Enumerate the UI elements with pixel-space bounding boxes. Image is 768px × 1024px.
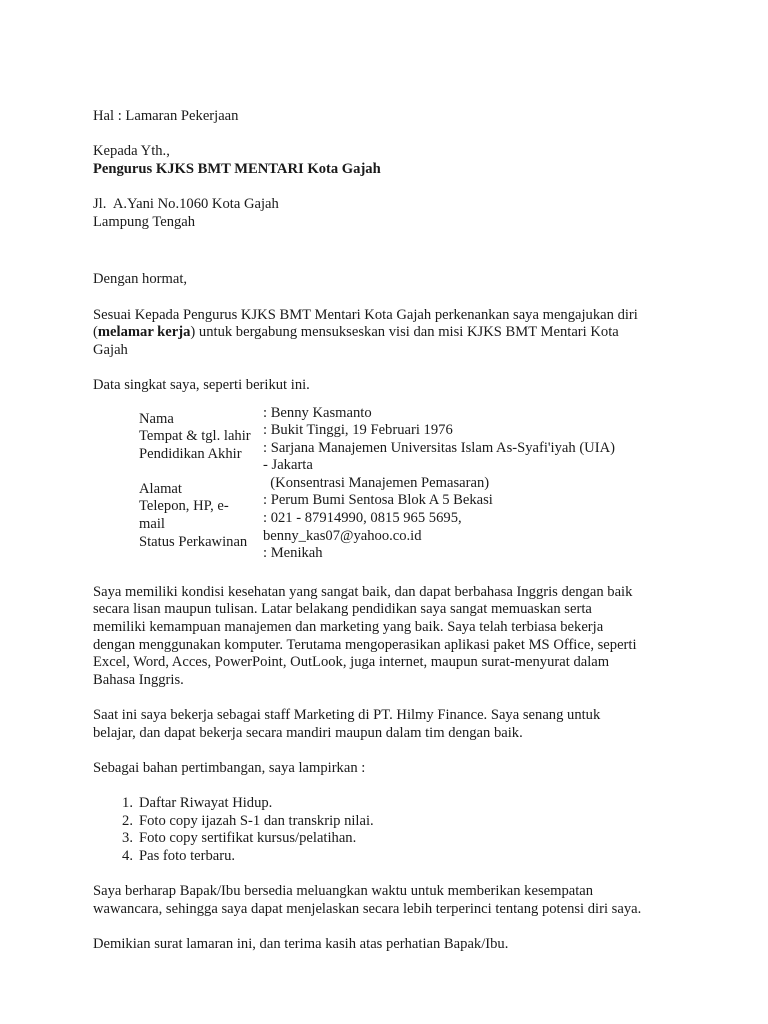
list-item bbox=[93, 830, 693, 848]
list-item-number: 1. bbox=[122, 794, 133, 811]
intro-line-2-rest: ) untuk bergabung mensukseskan visi dan misi KJKS BMT Mentari Kota bbox=[190, 324, 619, 341]
label-alamat: Alamat bbox=[139, 480, 182, 497]
attachments-intro: Sebagai bahan pertimbangan, saya lampirkan : bbox=[93, 759, 366, 776]
list-item-text: Foto copy ijazah S-1 dan transkrip nilai. bbox=[139, 812, 374, 829]
value-konsentrasi: (Konsentrasi Manajemen Pemasaran) bbox=[263, 474, 490, 491]
label-spacer bbox=[139, 463, 263, 481]
skills-line: Saya memiliki kondisi kesehatan yang sangat baik, dan dapat berbahasa Inggris dengan baik bbox=[93, 583, 633, 600]
skills-paragraph bbox=[93, 584, 693, 690]
skills-line: dengan menggunakan komputer. Terutama mengoperasikan aplikasi paket MS Office, seperti bbox=[93, 636, 637, 653]
skills-line: memiliki kemampuan manajemen dan marketing yang baik. Saya telah terbiasa bekerja bbox=[93, 619, 604, 636]
label-nama: Nama bbox=[139, 410, 174, 427]
attachments-list bbox=[93, 795, 693, 865]
label-telepon: Telepon, HP, e- bbox=[139, 498, 229, 515]
list-item-text: Daftar Riwayat Hidup. bbox=[139, 794, 273, 811]
value-alamat: : Perum Bumi Sentosa Blok A 5 Bekasi bbox=[263, 492, 493, 509]
intro-open-paren: ( bbox=[93, 324, 98, 341]
intro-line-3: Gajah bbox=[93, 341, 128, 358]
value-nama: : Benny Kasmanto bbox=[263, 404, 372, 421]
address-line-2: Lampung Tengah bbox=[93, 213, 196, 230]
value-email: benny_kas07@yahoo.co.id bbox=[263, 527, 422, 544]
work-line: belajar, dan dapat bekerja secara mandiri maupun dalam tim dengan baik. bbox=[93, 724, 523, 741]
hope-paragraph bbox=[93, 883, 693, 918]
address-line-1: Jl. A.Yani No.1060 Kota Gajah bbox=[93, 195, 279, 212]
list-item-number: 3. bbox=[122, 830, 133, 847]
personal-data-table bbox=[139, 405, 693, 563]
skills-line: Excel, Word, Acces, PowerPoint, OutLook, juga internet, maupun surat-menyurat dalam bbox=[93, 654, 610, 671]
list-item bbox=[93, 813, 693, 831]
to-line: Kepada Yth., bbox=[93, 143, 170, 160]
closing-line: Demikian surat lamaran ini, dan terima kasih atas perhatian Bapak/Ibu. bbox=[93, 935, 509, 952]
greeting: Dengan hormat, bbox=[93, 271, 188, 288]
label-email: mail bbox=[139, 516, 165, 533]
list-item-text: Pas foto terbaru. bbox=[139, 847, 236, 864]
letter-page bbox=[93, 108, 693, 953]
subject-line: Hal : Lamaran Pekerjaan bbox=[93, 108, 239, 124]
intro-paragraph bbox=[93, 307, 693, 360]
intro-line-2 bbox=[93, 324, 693, 342]
list-item-number: 2. bbox=[122, 812, 133, 829]
data-intro: Data singkat saya, seperti berikut ini. bbox=[93, 376, 310, 393]
personal-data-labels bbox=[139, 405, 263, 563]
intro-bold-phrase: melamar kerja bbox=[97, 324, 191, 341]
list-item-text: Foto copy sertifikat kursus/pelatihan. bbox=[139, 830, 357, 847]
list-item bbox=[93, 848, 693, 866]
work-paragraph bbox=[93, 707, 693, 742]
list-item bbox=[93, 795, 693, 813]
skills-line: Bahasa Inggris. bbox=[93, 671, 184, 688]
list-item-number: 4. bbox=[122, 847, 133, 864]
hope-line: Saya berharap Bapak/Ibu bersedia meluangkan waktu untuk memberikan kesempatan bbox=[93, 882, 594, 899]
value-telepon: : 021 - 87914990, 0815 965 5695, bbox=[263, 510, 462, 527]
intro-line-1: Sesuai Kepada Pengurus KJKS BMT Mentari Kota Gajah perkenankan saya mengajukan diri bbox=[93, 306, 638, 323]
personal-data-values bbox=[263, 405, 683, 563]
value-pendidikan-city: - Jakarta bbox=[263, 457, 313, 474]
recipient-name: Pengurus KJKS BMT MENTARI Kota Gajah bbox=[93, 160, 381, 177]
hope-line: wawancara, sehingga saya dapat menjelaskan secara lebih terperinci tentang potensi diri saya. bbox=[93, 900, 642, 917]
value-ttl: : Bukit Tinggi, 19 Februari 1976 bbox=[263, 422, 453, 439]
value-status: : Menikah bbox=[263, 545, 323, 562]
skills-line: secara lisan maupun tulisan. Latar belakang pendidikan saya sangat memuaskan serta bbox=[93, 601, 592, 618]
value-pendidikan: : Sarjana Manajemen Universitas Islam As-Syafi'iyah (UIA) bbox=[263, 439, 615, 456]
label-status: Status Perkawinan bbox=[139, 533, 248, 550]
label-ttl: Tempat & tgl. lahir bbox=[139, 428, 251, 445]
work-line: Saat ini saya bekerja sebagai staff Marketing di PT. Hilmy Finance. Saya senang untuk bbox=[93, 707, 601, 723]
label-pendidikan: Pendidikan Akhir bbox=[139, 445, 242, 462]
